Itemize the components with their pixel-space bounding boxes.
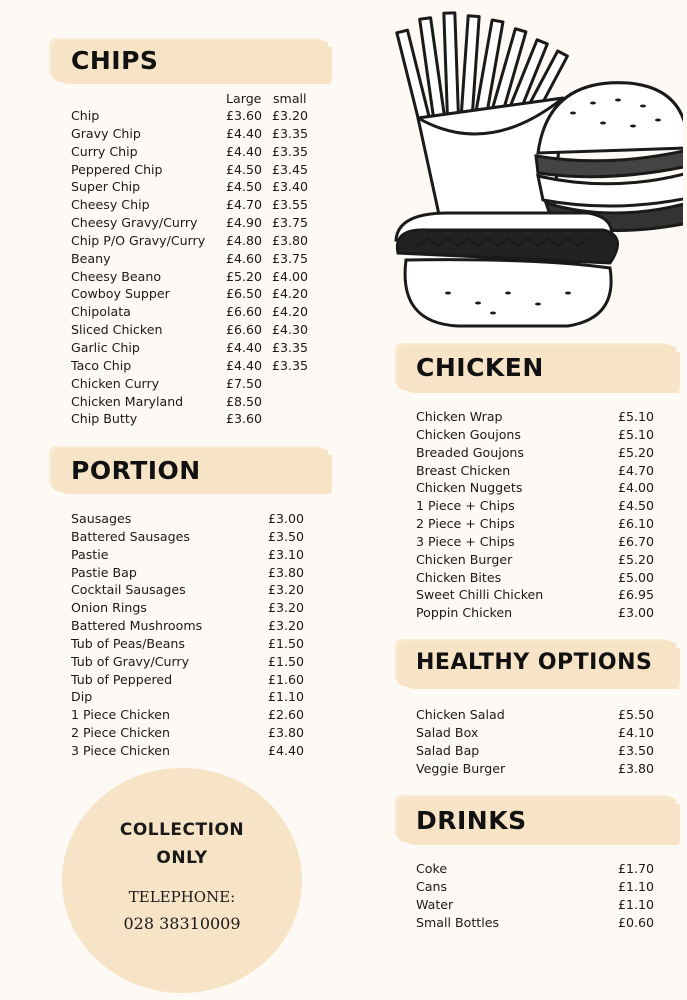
price-large: £5.20 bbox=[226, 268, 263, 284]
menu-item bbox=[416, 569, 661, 587]
menu-item bbox=[71, 125, 321, 143]
item-price: £1.60 bbox=[268, 671, 305, 687]
item-price: £3.20 bbox=[268, 582, 305, 598]
item-price: £3.80 bbox=[268, 564, 305, 580]
item-name: Chicken Wrap bbox=[416, 409, 503, 424]
item-price: £1.10 bbox=[268, 689, 305, 705]
item-name: 3 Piece Chicken bbox=[71, 742, 171, 758]
item-name: Chipolata bbox=[71, 304, 131, 320]
menu-item bbox=[416, 515, 661, 533]
price-large: £6.60 bbox=[226, 322, 263, 338]
item-name: Salad Box bbox=[416, 724, 479, 740]
phone-label: TELEPHONE: bbox=[128, 888, 236, 906]
item-price: £6.95 bbox=[618, 587, 655, 603]
healthy-heading: HEALTHY OPTIONS bbox=[416, 650, 653, 675]
item-name: Salad Bap bbox=[416, 742, 480, 758]
price-small: £4.20 bbox=[272, 304, 309, 320]
item-price: £3.50 bbox=[268, 528, 305, 544]
item-name: Small Bottles bbox=[416, 914, 500, 930]
price-small: £3.35 bbox=[272, 339, 309, 355]
price-large: £4.40 bbox=[226, 357, 263, 373]
item-name: Battered Sausages bbox=[71, 528, 190, 544]
item-name: Chicken Salad bbox=[416, 707, 505, 722]
chicken-heading: CHICKEN bbox=[416, 353, 544, 382]
menu-item bbox=[416, 533, 661, 551]
menu-item bbox=[416, 878, 661, 896]
menu-item bbox=[71, 321, 321, 339]
menu-item bbox=[71, 617, 321, 635]
item-name: Tub of Gravy/Curry bbox=[71, 653, 190, 669]
item-price: £5.00 bbox=[618, 569, 655, 585]
menu-item bbox=[71, 724, 321, 742]
item-price: £6.70 bbox=[618, 533, 655, 549]
healthy-list bbox=[416, 706, 661, 777]
drinks-list bbox=[416, 860, 661, 931]
price-large: £3.60 bbox=[226, 108, 263, 123]
menu-item bbox=[71, 268, 321, 286]
item-name: Coke bbox=[416, 861, 448, 876]
menu-item bbox=[416, 426, 661, 444]
collection-circle bbox=[62, 768, 302, 993]
menu-item bbox=[71, 196, 321, 214]
food-illustration bbox=[388, 8, 683, 330]
menu-item bbox=[71, 357, 321, 375]
menu-item bbox=[71, 339, 321, 357]
price-large: £4.50 bbox=[226, 161, 263, 177]
item-name: Chip P/O Gravy/Curry bbox=[71, 232, 206, 248]
item-price: £3.20 bbox=[268, 600, 305, 616]
price-large: £8.50 bbox=[226, 393, 263, 409]
item-name: Cocktail Sausages bbox=[71, 582, 186, 598]
item-price: £3.50 bbox=[618, 742, 655, 758]
item-name: Cowboy Supper bbox=[71, 286, 170, 302]
menu-item bbox=[71, 375, 321, 393]
item-name: Gravy Chip bbox=[71, 125, 141, 141]
item-price: £6.10 bbox=[618, 516, 655, 532]
item-price: £1.10 bbox=[618, 878, 655, 894]
collection-line2: ONLY bbox=[156, 848, 208, 868]
item-name: Chicken Nuggets bbox=[416, 480, 523, 496]
item-price: £4.50 bbox=[618, 498, 655, 514]
menu-item bbox=[71, 671, 321, 689]
item-name: Tub of Peas/Beans bbox=[71, 635, 185, 651]
price-large: £4.70 bbox=[226, 197, 263, 213]
price-large: £7.50 bbox=[226, 375, 263, 391]
phone-number: 028 38310009 bbox=[123, 914, 241, 933]
menu-item bbox=[71, 546, 321, 564]
menu-item bbox=[71, 599, 321, 617]
item-name: Dip bbox=[71, 689, 93, 705]
item-price: £5.10 bbox=[618, 409, 655, 424]
price-small: £3.20 bbox=[272, 108, 309, 123]
price-large: £6.50 bbox=[226, 286, 263, 302]
price-small: £4.20 bbox=[272, 286, 309, 302]
menu-item bbox=[71, 706, 321, 724]
price-small: £3.35 bbox=[272, 143, 309, 159]
item-price: £3.20 bbox=[268, 618, 305, 634]
item-price: £3.10 bbox=[268, 546, 305, 562]
item-name: Chicken Maryland bbox=[71, 393, 184, 409]
item-name: 2 Piece Chicken bbox=[71, 725, 171, 741]
menu-item bbox=[416, 604, 661, 622]
menu-item bbox=[71, 161, 321, 179]
item-name: Chicken Burger bbox=[416, 551, 513, 567]
menu-item bbox=[416, 497, 661, 515]
price-small: £3.75 bbox=[272, 250, 309, 266]
menu-item bbox=[71, 393, 321, 411]
item-name: Cheesy Beano bbox=[71, 268, 162, 284]
price-small: £3.35 bbox=[272, 125, 309, 141]
item-name: Tub of Peppered bbox=[71, 671, 173, 687]
item-name: Sliced Chicken bbox=[71, 322, 163, 338]
item-name: 1 Piece Chicken bbox=[71, 707, 171, 723]
item-name: 2 Piece + Chips bbox=[416, 516, 515, 532]
menu-item bbox=[416, 462, 661, 480]
price-small: £4.30 bbox=[272, 322, 309, 338]
price-small: £3.45 bbox=[272, 161, 309, 177]
price-large: £4.60 bbox=[226, 250, 263, 266]
item-price: £1.10 bbox=[618, 896, 655, 912]
item-price: £1.50 bbox=[268, 653, 305, 669]
price-large: £4.40 bbox=[226, 143, 263, 159]
price-large: £4.90 bbox=[226, 215, 263, 231]
item-price: £4.70 bbox=[618, 462, 655, 478]
menu-item bbox=[71, 250, 321, 268]
menu-item bbox=[416, 896, 661, 914]
menu-item bbox=[416, 760, 661, 778]
portion-heading: PORTION bbox=[71, 456, 201, 485]
price-large: £4.40 bbox=[226, 339, 263, 355]
menu-item bbox=[416, 742, 661, 760]
menu-item bbox=[71, 303, 321, 321]
menu-item bbox=[71, 232, 321, 250]
item-price: £2.60 bbox=[268, 707, 305, 723]
menu-item bbox=[416, 586, 661, 604]
portion-list bbox=[71, 510, 321, 760]
item-name: Breaded Goujons bbox=[416, 444, 524, 460]
menu-item bbox=[71, 528, 321, 546]
chicken-list bbox=[416, 408, 661, 622]
item-name: Breast Chicken bbox=[416, 462, 511, 478]
price-large: £3.60 bbox=[226, 411, 263, 427]
item-price: £1.50 bbox=[268, 635, 305, 651]
chips-col-small: small bbox=[273, 91, 307, 106]
item-name: Chip Butty bbox=[71, 411, 138, 427]
price-small: £3.75 bbox=[272, 215, 309, 231]
menu-item bbox=[71, 581, 321, 599]
price-small: £3.40 bbox=[272, 179, 309, 195]
item-price: £4.40 bbox=[268, 742, 305, 758]
menu-item bbox=[416, 706, 661, 724]
menu-item bbox=[71, 214, 321, 232]
item-price: £0.60 bbox=[618, 914, 655, 930]
price-small: £3.35 bbox=[272, 357, 309, 373]
menu-item bbox=[71, 178, 321, 196]
menu-item bbox=[71, 410, 321, 428]
price-small: £4.00 bbox=[272, 268, 309, 284]
menu-item bbox=[71, 510, 321, 528]
menu-item bbox=[71, 635, 321, 653]
menu-item bbox=[71, 653, 321, 671]
item-price: £4.10 bbox=[618, 724, 655, 740]
item-price: £3.00 bbox=[268, 511, 305, 526]
chips-col-large: Large bbox=[226, 91, 262, 106]
menu-item bbox=[71, 742, 321, 760]
price-large: £6.60 bbox=[226, 304, 263, 320]
menu-item bbox=[416, 724, 661, 742]
menu-item bbox=[416, 860, 661, 878]
item-name: Cheesy Chip bbox=[71, 197, 150, 213]
price-large: £4.40 bbox=[226, 125, 263, 141]
item-name: Chicken Curry bbox=[71, 375, 160, 391]
item-price: £3.80 bbox=[268, 725, 305, 741]
item-name: Water bbox=[416, 896, 454, 912]
item-name: Chicken Goujons bbox=[416, 426, 521, 442]
chips-list bbox=[71, 107, 321, 428]
item-price: £5.50 bbox=[618, 707, 655, 722]
price-small: £3.55 bbox=[272, 197, 309, 213]
price-large: £4.80 bbox=[226, 232, 263, 248]
item-name: Beany bbox=[71, 250, 111, 266]
item-price: £5.20 bbox=[618, 444, 655, 460]
collection-line1: COLLECTION bbox=[119, 820, 245, 840]
item-name: Chip bbox=[71, 108, 100, 123]
item-name: Battered Mushrooms bbox=[71, 618, 203, 634]
item-name: Cheesy Gravy/Curry bbox=[71, 215, 198, 231]
menu-item bbox=[416, 479, 661, 497]
menu-item bbox=[71, 564, 321, 582]
menu-item bbox=[416, 914, 661, 932]
item-price: £3.00 bbox=[618, 605, 655, 621]
item-name: Sweet Chilli Chicken bbox=[416, 587, 544, 603]
menu-item bbox=[71, 107, 321, 125]
item-price: £5.10 bbox=[618, 426, 655, 442]
drinks-heading: DRINKS bbox=[416, 806, 527, 835]
hotdog-icon bbox=[396, 213, 618, 326]
menu-item bbox=[416, 444, 661, 462]
item-name: Garlic Chip bbox=[71, 339, 140, 355]
price-large: £4.50 bbox=[226, 179, 263, 195]
chips-heading: CHIPS bbox=[71, 46, 159, 75]
menu-item bbox=[416, 551, 661, 569]
menu-item bbox=[416, 408, 661, 426]
item-name: Veggie Burger bbox=[416, 760, 506, 776]
item-name: Pastie bbox=[71, 546, 109, 562]
item-name: 3 Piece + Chips bbox=[416, 533, 515, 549]
item-price: £3.80 bbox=[618, 760, 655, 776]
menu-item bbox=[71, 143, 321, 161]
item-name: Chicken Bites bbox=[416, 569, 502, 585]
item-name: Poppin Chicken bbox=[416, 605, 513, 621]
item-name: Super Chip bbox=[71, 179, 141, 195]
item-price: £4.00 bbox=[618, 480, 655, 496]
item-price: £1.70 bbox=[618, 861, 655, 876]
item-name: Curry Chip bbox=[71, 143, 138, 159]
item-name: Taco Chip bbox=[71, 357, 132, 373]
price-small: £3.80 bbox=[272, 232, 309, 248]
menu-item bbox=[71, 688, 321, 706]
menu-item bbox=[71, 285, 321, 303]
item-name: Cans bbox=[416, 878, 448, 894]
item-name: Peppered Chip bbox=[71, 161, 163, 177]
item-name: Sausages bbox=[71, 511, 132, 526]
item-price: £5.20 bbox=[618, 551, 655, 567]
item-name: 1 Piece + Chips bbox=[416, 498, 515, 514]
item-name: Pastie Bap bbox=[71, 564, 137, 580]
item-name: Onion Rings bbox=[71, 600, 147, 616]
